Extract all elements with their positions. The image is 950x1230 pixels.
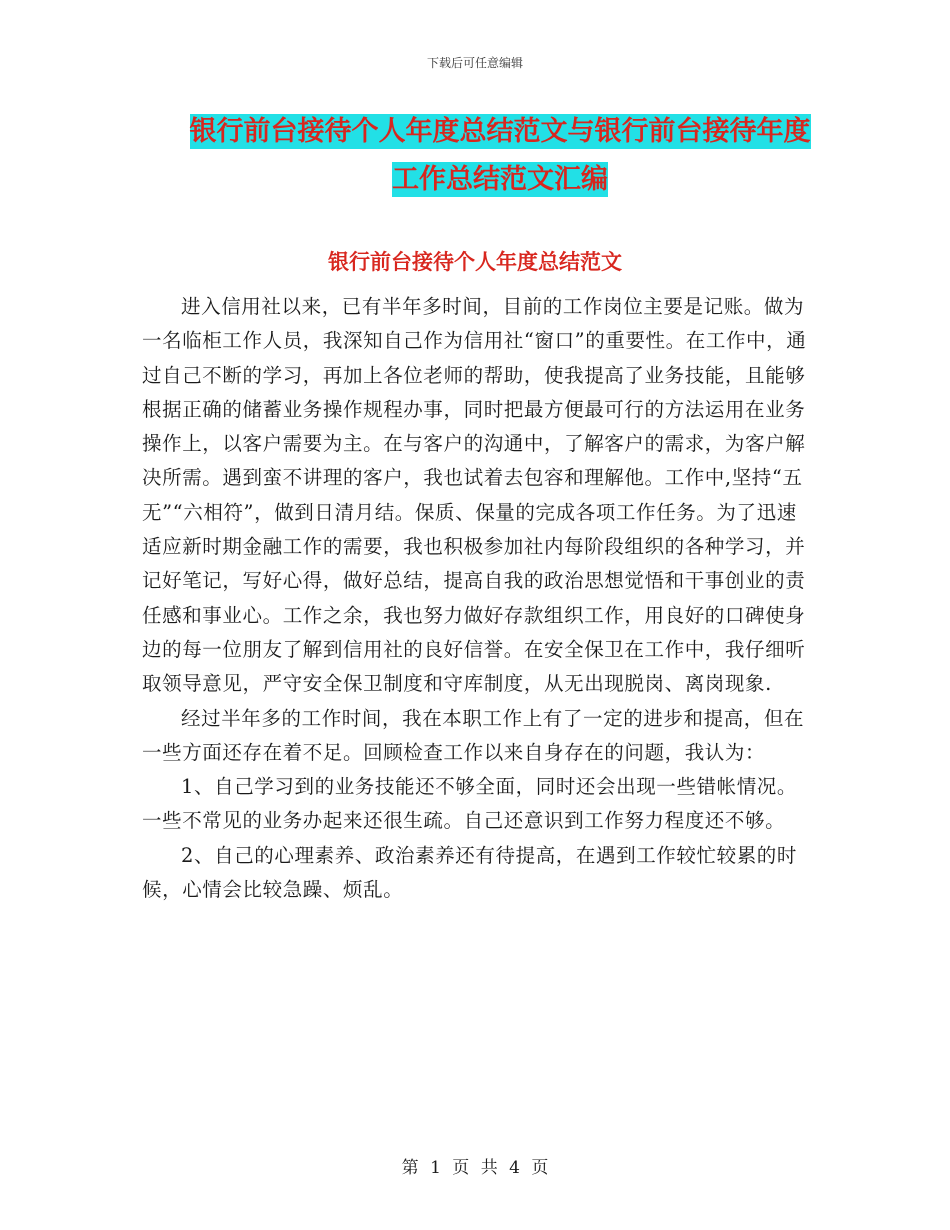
document-title-line-2: 工作总结范文汇编 — [392, 164, 608, 195]
paragraph: 1、自己学习到的业务技能还不够全面，同时还会出现一些错帐情况。一些不常见的业务办起来还很生疏。自己还意识到工作努力程度还不够。 — [142, 775, 798, 833]
paragraph: 2、自己的心理素养、政治素养还有待提高，在遇到工作较忙较累的时候，心情会比较急躁、烦乱。 — [142, 843, 798, 902]
document-body — [142, 290, 812, 907]
document-title-line-1: 银行前台接待个人年度总结范文与银行前台接待年度 — [189, 116, 811, 147]
document-title — [150, 108, 850, 204]
paragraph: 经过半年多的工作时间，我在本职工作上有了一定的进步和提高，但在一些方面还存在着不足。回顾检查工作以来自身存在的问题，我认为： — [142, 706, 805, 764]
section-title: 银行前台接待个人年度总结范文 — [328, 250, 622, 274]
page-number-footer: 第 1 页 共 4 页 — [401, 1158, 549, 1178]
page-header-note: 下载后可任意编辑 — [426, 56, 523, 70]
paragraph: 进入信用社以来，已有半年多时间，目前的工作岗位主要是记账。做为一名临柜工作人员，我深知自己作为信用社“窗口”的重要性。在工作中，通过自己不断的学习，再加上各位老师的帮助，使我提高了业务技能，且能够根据正确的储蓄业务操作规程办事，同时把最方便最可行的方法运用在业务操作上，以客户需要为主。在与客户的沟通中，了解客户的需求，为客户解决所需。遇到蛮不讲理的客户，我也试着去包容和理解他。工作中,坚持“五无”“六相符”，做到日清月结。保质、保量的完成各项工作任务。为了迅速适应新时期金融工作的需要，我也积极参加社内每阶段组织的各种学习，并记好笔记，写好心得，做好总结，提高自我的政治思想觉悟和干事创业的责任感和事业心。工作之余，我也努力做好存款组织工作，用良好的口碑使身边的每一位朋友了解到信用社的良好信誉。在安全保卫在工作中，我仔细听取领导意见，严守安全保卫制度和守库制度，从无出现脱岗、离岗现象. — [142, 295, 807, 696]
